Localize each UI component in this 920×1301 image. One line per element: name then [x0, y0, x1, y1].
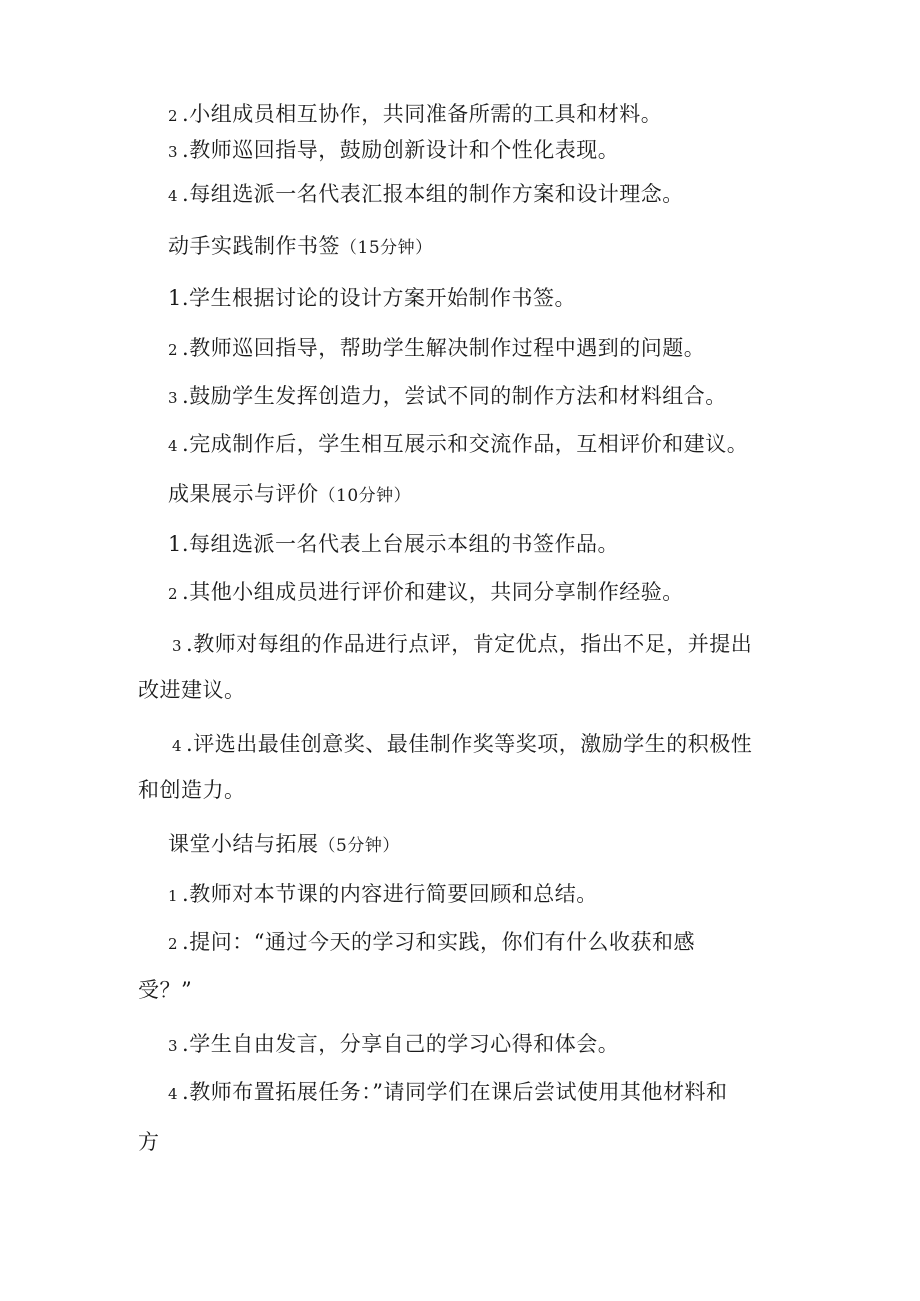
list-item	[168, 136, 619, 166]
section-title: 成果展示与评价	[168, 482, 319, 506]
list-item	[168, 530, 619, 558]
item-number: 2	[168, 341, 179, 359]
list-item	[168, 430, 748, 460]
item-text: 改进建议。	[138, 678, 246, 702]
item-number: 2	[168, 107, 179, 125]
list-item	[168, 334, 705, 364]
section-duration: （5分钟）	[318, 836, 400, 856]
list-item	[168, 180, 684, 210]
item-text: .其他小组成员进行评价和建议，共同分享制作经验。	[182, 580, 684, 604]
item-number: 3	[168, 143, 179, 161]
item-text: .教师布置拓展任务：”请同学们在课后尝试使用其他材料和	[182, 1080, 728, 1104]
list-item	[168, 100, 662, 130]
item-text: .鼓励学生发挥创造力，尝试不同的制作方法和材料组合。	[182, 384, 727, 408]
item-number: 2	[168, 585, 179, 603]
item-text: .学生自由发言，分享自己的学习心得和体会。	[182, 1032, 620, 1056]
item-text: 1.每组选派一名代表上台展示本组的书签作品。	[168, 532, 620, 556]
item-text: .完成制作后，学生相互展示和交流作品，互相评价和建议。	[182, 432, 749, 456]
item-number: 2	[168, 935, 179, 953]
item-text: .教师对本节课的内容进行简要回顾和总结。	[182, 882, 598, 906]
list-item	[168, 1030, 619, 1060]
item-number: 3	[172, 637, 183, 655]
item-text: 受？”	[138, 978, 193, 1002]
item-number: 4	[168, 1085, 179, 1103]
list-item	[172, 730, 752, 760]
item-number: 4	[168, 437, 179, 455]
list-item	[168, 382, 727, 412]
section-duration: （15分钟）	[340, 238, 433, 258]
list-item	[168, 1078, 727, 1108]
item-number: 3	[168, 1037, 179, 1055]
list-item	[168, 928, 695, 958]
item-text: 1.学生根据讨论的设计方案开始制作书签。	[168, 286, 577, 310]
item-number: 1	[168, 887, 179, 905]
item-number: 3	[168, 389, 179, 407]
list-item-continuation	[138, 976, 192, 1004]
list-item	[168, 284, 576, 312]
item-text: .每组选派一名代表汇报本组的制作方案和设计理念。	[182, 182, 684, 206]
list-item-continuation	[138, 676, 246, 704]
section-title: 课堂小结与拓展	[168, 832, 319, 856]
item-text: .提问：“通过今天的学习和实践，你们有什么收获和感	[182, 930, 695, 954]
item-text: .教师对每组的作品进行点评，肯定优点，指出不足，并提出	[186, 632, 753, 656]
list-item-continuation	[138, 776, 246, 804]
list-item	[168, 578, 684, 608]
item-text: .教师巡回指导，鼓励创新设计和个性化表现。	[182, 138, 620, 162]
section-heading	[168, 232, 433, 262]
item-text: .教师巡回指导，帮助学生解决制作过程中遇到的问题。	[182, 336, 706, 360]
item-text: .评选出最佳创意奖、最佳制作奖等奖项，激励学生的积极性	[186, 732, 753, 756]
item-text: 和创造力。	[138, 778, 246, 802]
section-heading	[168, 480, 411, 510]
section-title: 动手实践制作书签	[168, 234, 340, 258]
list-item	[172, 630, 752, 660]
item-number: 4	[172, 737, 183, 755]
item-text: .小组成员相互协作，共同准备所需的工具和材料。	[182, 102, 663, 126]
item-text: 方	[138, 1130, 160, 1154]
section-duration: （10分钟）	[318, 486, 412, 506]
list-item-continuation	[138, 1128, 160, 1156]
item-number: 4	[168, 187, 179, 205]
section-heading	[168, 830, 400, 860]
list-item	[168, 880, 598, 910]
